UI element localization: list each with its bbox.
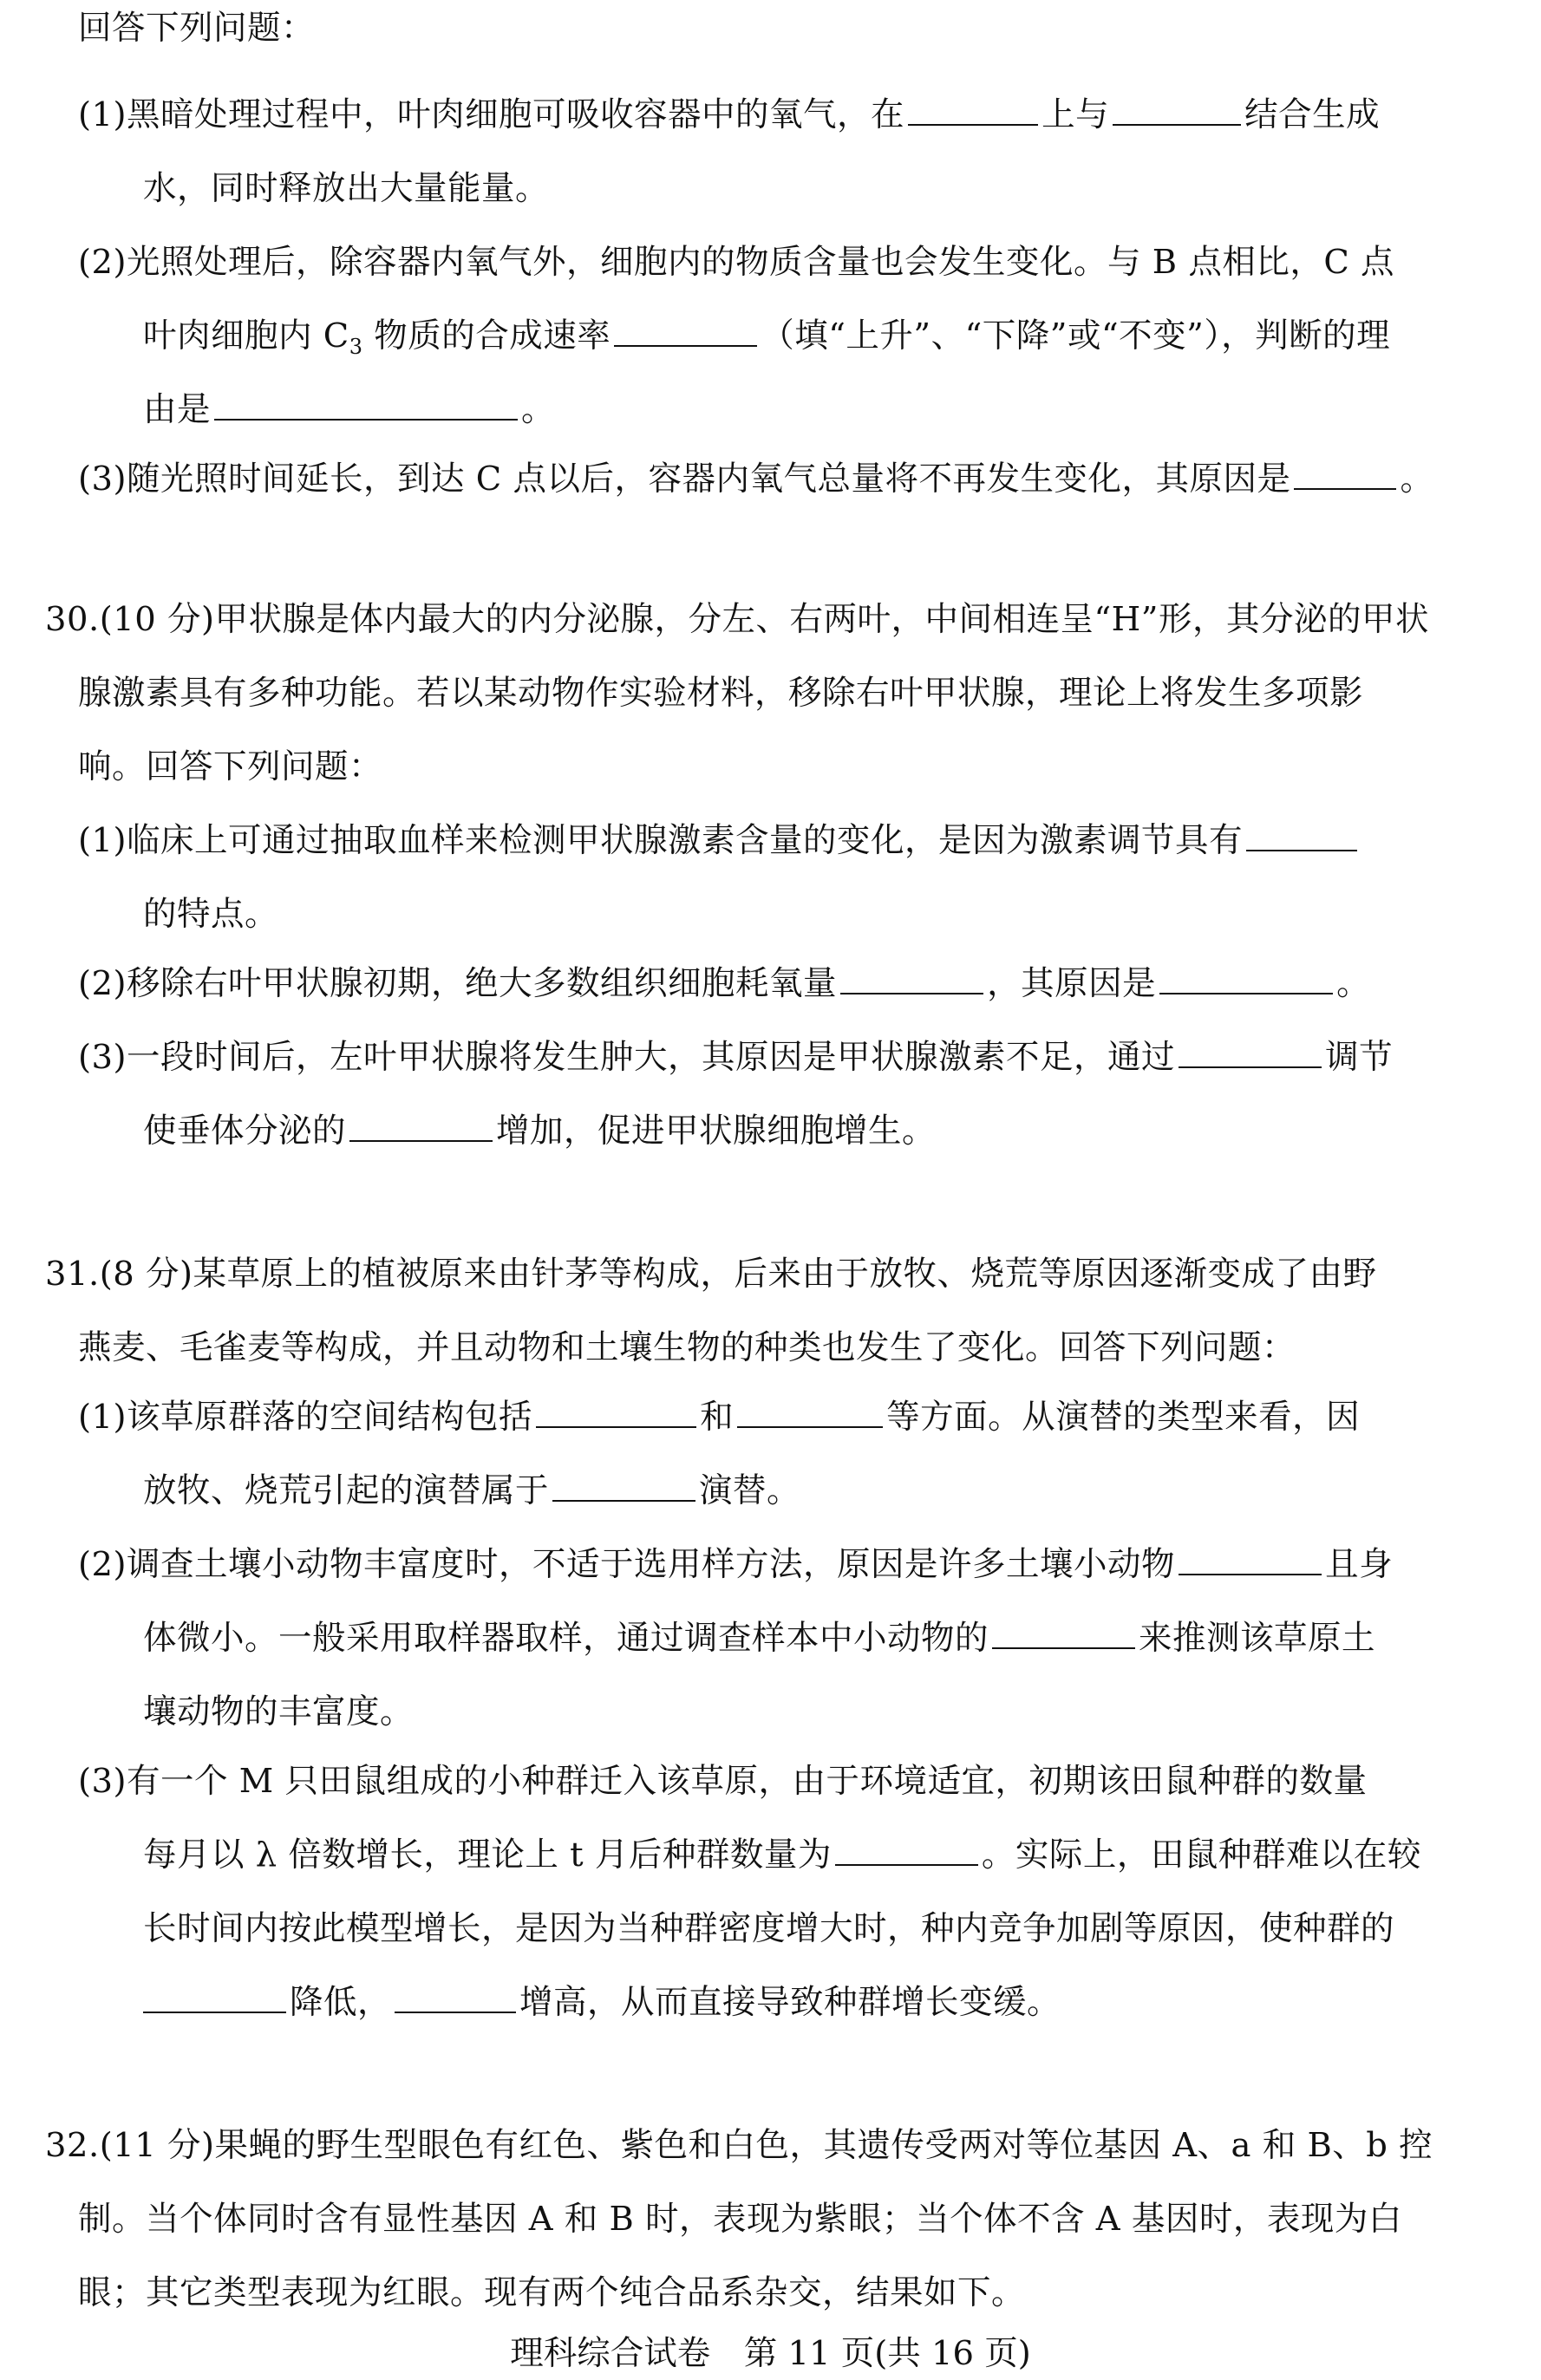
q30-sub2-line1 xyxy=(78,962,1370,1006)
q31-sub3-line2 xyxy=(143,1834,1421,1877)
q31-sub3-line4 xyxy=(143,1981,1061,2025)
q30-sub1-number: (1) xyxy=(78,821,127,860)
q30-text-line2: 腺激素具有多种功能。若以某动物作实验材料，移除右叶甲状腺，理论上将发生多项影 xyxy=(78,674,1364,713)
q31-number: 31. xyxy=(45,1255,100,1294)
intro-line xyxy=(78,7,315,50)
q31-sub2-text-e: 壤动物的丰富度。 xyxy=(143,1692,415,1731)
q29-sub2-number: (2) xyxy=(78,243,127,282)
answer-blank[interactable] xyxy=(1159,963,1333,994)
q29-sub2-text-a2: 物质的合成速率 xyxy=(362,316,611,355)
answer-blank[interactable] xyxy=(840,963,983,994)
q32-number: 32. xyxy=(45,2126,100,2165)
q30-sub3-text-d: 增加，促进甲状腺细胞增生。 xyxy=(496,1112,937,1151)
q31-sub3-number: (3) xyxy=(78,1762,127,1801)
q30-line2 xyxy=(78,672,1363,715)
q29-sub1-text-b: 上与 xyxy=(1041,95,1110,134)
q29-sub1-text-a: 黑暗处理过程中，叶肉细胞可吸收容器中的氧气，在 xyxy=(127,95,905,134)
q32-text-line1: (11 分)果蝇的野生型眼色有红色、紫色和白色，其遗传受两对等位基因 A、a 和 B、b 控 xyxy=(99,2126,1433,2165)
answer-blank[interactable] xyxy=(1179,1544,1322,1575)
q29-sub3-text-b: 。 xyxy=(1400,460,1434,499)
q31-sub1-text-d: 放牧、烧荒引起的演替属于 xyxy=(143,1471,550,1510)
page-footer-text: 理科综合试卷 第 11 页(共 16 页) xyxy=(510,2334,1031,2373)
answer-blank[interactable] xyxy=(1294,459,1396,490)
q30-line3 xyxy=(78,746,382,789)
q31-sub1-number: (1) xyxy=(78,1398,127,1437)
q31-sub1-text-c: 等方面。从演替的类型来看，因 xyxy=(886,1398,1361,1437)
q29-sub1-line1 xyxy=(78,94,1380,137)
q29-sub2-text-c: 由是 xyxy=(143,390,212,429)
q30-sub3-line1 xyxy=(78,1036,1393,1079)
q30-sub1-text-line2: 的特点。 xyxy=(143,895,279,934)
q31-text-line1: (8 分)某草原上的植被原来由针茅等构成，后来由于放牧、烧荒等原因逐渐变成了由野 xyxy=(99,1255,1377,1294)
q31-sub3-text-line3: 长时间内按此模型增长，是因为当种群密度增大时，种内竞争加剧等原因，使种群的 xyxy=(143,1909,1395,1948)
q29-sub1-text-line2: 水，同时释放出大量能量。 xyxy=(143,169,550,208)
q30-line1 xyxy=(45,598,1429,642)
q29-sub2-line3 xyxy=(143,388,555,432)
q31-sub3-line1 xyxy=(78,1760,1367,1803)
q31-sub1-line2 xyxy=(143,1470,800,1513)
q30-number: 30. xyxy=(45,600,100,639)
q30-sub3-text-a: 一段时间后，左叶甲状腺将发生肿大，其原因是甲状腺激素不足，通过 xyxy=(127,1038,1176,1077)
q31-sub2-text-b: 且身 xyxy=(1325,1545,1394,1584)
q29-sub2-text-a: 叶肉细胞内 C xyxy=(143,316,349,355)
q32-line1 xyxy=(45,2124,1433,2168)
q32-text-line3: 眼；其它类型表现为红眼。现有两个纯合品系杂交，结果如下。 xyxy=(78,2273,1026,2312)
q31-sub2-line2 xyxy=(143,1617,1375,1660)
q30-sub3-number: (3) xyxy=(78,1038,127,1077)
answer-blank[interactable] xyxy=(992,1618,1135,1649)
answer-blank[interactable] xyxy=(737,1397,883,1428)
answer-blank[interactable] xyxy=(1179,1037,1322,1068)
q29-sub2-text-b: （填“上升”、“下降”或“不变”），判断的理 xyxy=(761,316,1391,355)
q31-sub1-text-b: 和 xyxy=(700,1398,735,1437)
q32-text-line2: 制。当个体同时含有显性基因 A 和 B 时，表现为紫眼；当个体不含 A 基因时，表现为白 xyxy=(78,2200,1402,2239)
q29-sub3-number: (3) xyxy=(78,460,127,499)
q31-sub3-text-b: 。实际上，田鼠种群难以在较 xyxy=(981,1836,1421,1875)
q31-sub1-text-e: 演替。 xyxy=(699,1471,801,1510)
q31-sub2-number: (2) xyxy=(78,1545,127,1584)
q31-text-line2: 燕麦、毛雀麦等构成，并且动物和土壤生物的种类也发生了变化。回答下列问题： xyxy=(78,1328,1296,1367)
q29-sub2-subscript: 3 xyxy=(349,335,363,359)
q31-sub3-text-c: 降低， xyxy=(290,1983,392,2022)
answer-blank[interactable] xyxy=(536,1397,696,1428)
answer-blank[interactable] xyxy=(143,1982,286,2013)
q30-sub1-text-a: 临床上可通过抽取血样来检测甲状腺激素含量的变化，是因为激素调节具有 xyxy=(127,821,1244,860)
q32-line2 xyxy=(78,2198,1402,2241)
answer-blank[interactable] xyxy=(835,1835,978,1866)
answer-blank[interactable] xyxy=(614,316,757,347)
answer-blank[interactable] xyxy=(395,1982,516,2013)
q31-sub3-line3 xyxy=(143,1907,1394,1951)
q29-sub1-number: (1) xyxy=(78,95,127,134)
q30-sub1-line1 xyxy=(78,819,1361,863)
q31-sub1-text-a: 该草原群落的空间结构包括 xyxy=(127,1398,533,1437)
q30-text-line3: 响。回答下列问题： xyxy=(78,747,383,786)
q30-sub2-text-a: 移除右叶甲状腺初期，绝大多数组织细胞耗氧量 xyxy=(127,964,838,1003)
q31-sub2-text-c: 体微小。一般采用取样器取样，通过调查样本中小动物的 xyxy=(143,1619,989,1658)
q29-sub3-line1 xyxy=(78,458,1434,501)
answer-blank[interactable] xyxy=(214,389,518,421)
q29-sub2-text-line1: 光照处理后，除容器内氧气外，细胞内的物质含量也会发生变化。与 B 点相比，C 点 xyxy=(127,243,1395,282)
answer-blank[interactable] xyxy=(1246,820,1357,851)
q30-sub3-line2 xyxy=(143,1110,936,1153)
q32-line3 xyxy=(78,2272,1025,2315)
q31-sub2-text-a: 调查土壤小动物丰富度时，不适于选用样方法，原因是许多土壤小动物 xyxy=(127,1545,1176,1584)
q30-sub2-number: (2) xyxy=(78,964,127,1003)
q30-sub3-text-b: 调节 xyxy=(1325,1038,1394,1077)
answer-blank[interactable] xyxy=(1113,95,1241,126)
answer-blank[interactable] xyxy=(908,95,1038,126)
answer-blank[interactable] xyxy=(349,1111,493,1142)
q31-line1 xyxy=(45,1253,1377,1296)
intro-text: 回答下列问题： xyxy=(78,9,316,48)
q31-sub3-text-d: 增高，从而直接导致种群增长变缓。 xyxy=(519,1983,1061,2022)
q31-line2 xyxy=(78,1327,1296,1370)
q31-sub2-line1 xyxy=(78,1543,1393,1587)
q30-text-line1: (10 分)甲状腺是体内最大的内分泌腺，分左、右两叶，中间相连呈“H”形，其分泌的甲状 xyxy=(99,600,1429,639)
q31-sub2-text-d: 来推测该草原土 xyxy=(1139,1619,1376,1658)
answer-blank[interactable] xyxy=(552,1470,695,1502)
q30-sub1-line2 xyxy=(143,893,278,936)
q30-sub2-text-c: 。 xyxy=(1336,964,1371,1003)
q29-sub3-text-a: 随光照时间延长，到达 C 点以后，容器内氧气总量将不再发生变化，其原因是 xyxy=(127,460,1291,499)
q31-sub3-text-line1: 有一个 M 只田鼠组成的小种群迁入该草原，由于环境适宜，初期该田鼠种群的数量 xyxy=(127,1762,1368,1801)
q31-sub3-text-a: 每月以 λ 倍数增长，理论上 t 月后种群数量为 xyxy=(143,1836,832,1875)
q29-sub1-text-c: 结合生成 xyxy=(1244,95,1381,134)
q30-sub3-text-c: 使垂体分泌的 xyxy=(143,1112,347,1151)
q31-sub2-line3 xyxy=(143,1691,414,1734)
q31-sub1-line1 xyxy=(78,1396,1360,1439)
q30-sub2-text-b: ，其原因是 xyxy=(987,964,1157,1003)
q29-sub1-line2 xyxy=(143,167,549,211)
q29-sub2-text-d: 。 xyxy=(521,390,556,429)
q29-sub2-line1 xyxy=(78,241,1394,284)
q29-sub2-line2 xyxy=(143,315,1390,368)
page-footer xyxy=(0,2332,1541,2376)
